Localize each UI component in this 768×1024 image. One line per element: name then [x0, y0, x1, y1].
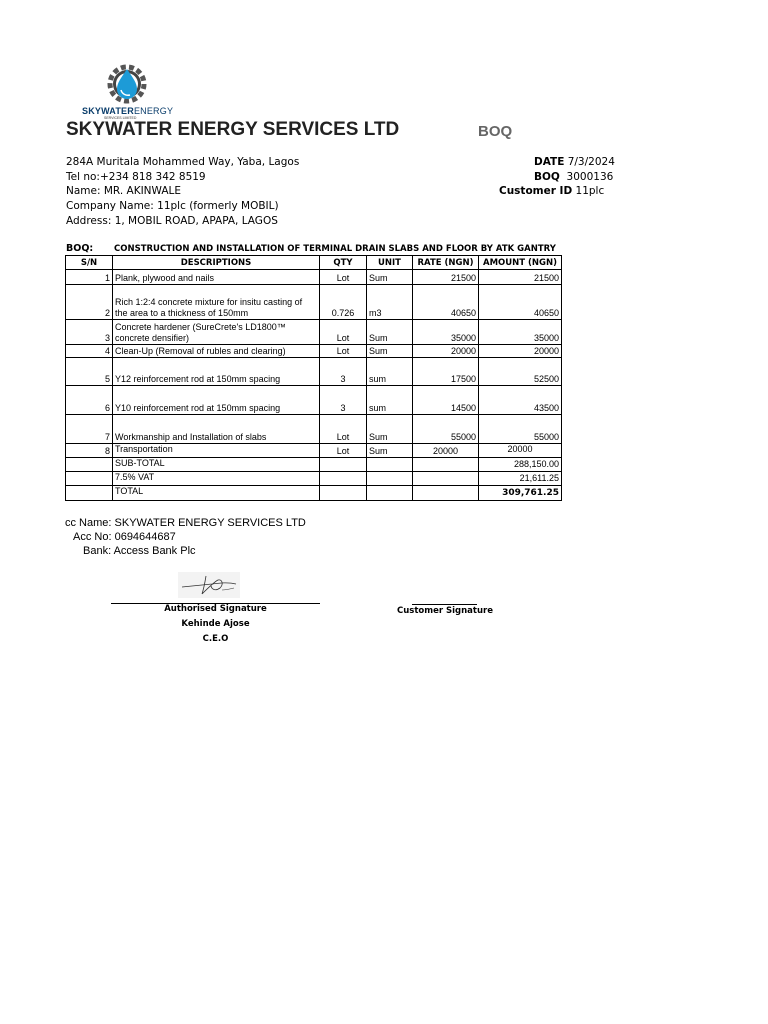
row-description: Clean-Up (Removal of rubles and clearing): [113, 345, 320, 358]
row-rate: 21500: [413, 270, 479, 285]
row-rate: 17500: [413, 358, 479, 386]
account-number-label: Acc No:: [73, 531, 112, 543]
row-qty: Lot: [320, 320, 367, 345]
row-description: Y12 reinforcement rod at 150mm spacing: [113, 358, 320, 386]
row-amount: 40650: [479, 285, 562, 320]
row-amount: 21500: [479, 270, 562, 285]
boq-table: [65, 255, 562, 501]
table-row: [66, 415, 562, 444]
table-row: [66, 270, 562, 285]
vat-value: 21,611.25: [479, 472, 562, 486]
row-sn: 5: [66, 358, 113, 386]
row-description: Workmanship and Installation of slabs: [113, 415, 320, 444]
date-field: [534, 156, 615, 168]
row-rate: 20000: [413, 444, 479, 458]
boq-number-value: 3000136: [566, 171, 614, 183]
total-value: 309,761.25: [479, 486, 562, 501]
document-type: BOQ: [478, 123, 513, 140]
account-number-field: [73, 531, 176, 543]
table-row: [66, 345, 562, 358]
vat-row: [66, 472, 562, 486]
header-descriptions: DESCRIPTIONS: [113, 256, 320, 270]
customer-company-line: Company Name: 11plc (formerly MOBIL): [66, 200, 279, 212]
authorised-signature-label: Authorised Signature: [164, 604, 267, 614]
total-label: TOTAL: [113, 486, 320, 501]
table-row: [66, 386, 562, 415]
water-drop-gear-logo-icon: [70, 60, 188, 106]
row-rate: 55000: [413, 415, 479, 444]
row-amount: 43500: [479, 386, 562, 415]
customer-signature-label: Customer Signature: [396, 606, 493, 616]
row-qty: 0.726: [320, 285, 367, 320]
signer-name: Kehinde Ajose: [181, 619, 250, 629]
customer-address-line: Address: 1, MOBIL ROAD, APAPA, LAGOS: [66, 215, 278, 227]
account-number-value: 0694644687: [114, 531, 176, 543]
customer-id-value: 11plc: [575, 185, 605, 197]
row-amount: 52500: [479, 358, 562, 386]
bank-name-value: Access Bank Plc: [113, 545, 196, 557]
customer-id-field: [499, 185, 604, 197]
boq-heading-description: CONSTRUCTION AND INSTALLATION OF TERMINAL DRAIN SLABS AND FLOOR BY ATK GANTRY: [114, 244, 556, 254]
header-qty: QTY: [320, 256, 367, 270]
handwritten-signature-icon: [178, 572, 240, 598]
row-sn: 2: [66, 285, 113, 320]
row-rate: 40650: [413, 285, 479, 320]
row-unit: sum: [367, 386, 413, 415]
row-unit: Sum: [367, 415, 413, 444]
row-sn: 7: [66, 415, 113, 444]
row-rate: 14500: [413, 386, 479, 415]
date-value: 7/3/2024: [567, 156, 615, 168]
total-row: [66, 486, 562, 501]
date-label: DATE: [534, 156, 565, 168]
table-row: [66, 320, 562, 345]
vat-label: 7.5% VAT: [113, 472, 320, 486]
row-sn: 8: [66, 444, 113, 458]
row-amount: 20000: [479, 345, 562, 358]
row-description: Concrete hardener (SureCrete's LD1800™ concrete densifier): [113, 320, 320, 345]
row-unit: Sum: [367, 270, 413, 285]
boq-number-field: [534, 171, 613, 183]
row-qty: Lot: [320, 270, 367, 285]
row-qty: 3: [320, 358, 367, 386]
table-row: [66, 444, 562, 458]
company-name: SKYWATER ENERGY SERVICES LTD: [66, 119, 400, 140]
row-sn: 3: [66, 320, 113, 345]
row-description: Rich 1:2:4 concrete mixture for insitu casting of the area to a thickness of 150mm: [113, 285, 320, 320]
row-sn: 4: [66, 345, 113, 358]
row-description: Plank, plywood and nails: [113, 270, 320, 285]
subtotal-value: 288,150.00: [479, 458, 562, 472]
logo-subtitle: SERVICES LIMITED: [104, 116, 137, 120]
row-qty: Lot: [320, 345, 367, 358]
account-name-value: SKYWATER ENERGY SERVICES LTD: [114, 517, 306, 529]
customer-name-line: Name: MR. AKINWALE: [66, 185, 182, 197]
signer-title: C.E.O: [202, 634, 229, 644]
telephone-line: Tel no:+234 818 342 8519: [66, 171, 206, 183]
header-unit: UNIT: [367, 256, 413, 270]
boq-heading-label: BOQ:: [66, 243, 94, 254]
header-rate: RATE (NGN): [413, 256, 479, 270]
row-unit: Sum: [367, 444, 413, 458]
row-sn: 1: [66, 270, 113, 285]
account-name-field: [65, 517, 306, 529]
row-amount: 35000: [479, 320, 562, 345]
table-header-row: [66, 256, 562, 270]
row-amount: 20000: [479, 444, 562, 458]
row-description: Transportation: [113, 444, 320, 458]
bank-name-label: Bank:: [83, 545, 112, 557]
row-unit: Sum: [367, 320, 413, 345]
row-amount: 55000: [479, 415, 562, 444]
subtotal-row: [66, 458, 562, 472]
company-logo: [70, 60, 188, 122]
row-rate: 35000: [413, 320, 479, 345]
customer-signature-line: [412, 604, 477, 605]
header-sn: S/N: [66, 256, 113, 270]
row-qty: Lot: [320, 415, 367, 444]
subtotal-label: SUB-TOTAL: [113, 458, 320, 472]
customer-id-label: Customer ID: [499, 185, 573, 197]
boq-number-label: BOQ: [534, 171, 560, 183]
header-amount: AMOUNT (NGN): [479, 256, 562, 270]
row-description: Y10 reinforcement rod at 150mm spacing: [113, 386, 320, 415]
row-qty: 3: [320, 386, 367, 415]
row-unit: sum: [367, 358, 413, 386]
logo-text: SKYWATERENERGY: [82, 106, 174, 116]
table-row: [66, 358, 562, 386]
row-qty: Lot: [320, 444, 367, 458]
account-name-label: cc Name:: [65, 517, 112, 529]
row-rate: 20000: [413, 345, 479, 358]
row-sn: 6: [66, 386, 113, 415]
address-line: 284A Muritala Mohammed Way, Yaba, Lagos: [66, 156, 300, 168]
signature-image: [178, 572, 240, 598]
table-row: [66, 285, 562, 320]
bank-name-field: [83, 545, 196, 557]
row-unit: m3: [367, 285, 413, 320]
row-unit: Sum: [367, 345, 413, 358]
